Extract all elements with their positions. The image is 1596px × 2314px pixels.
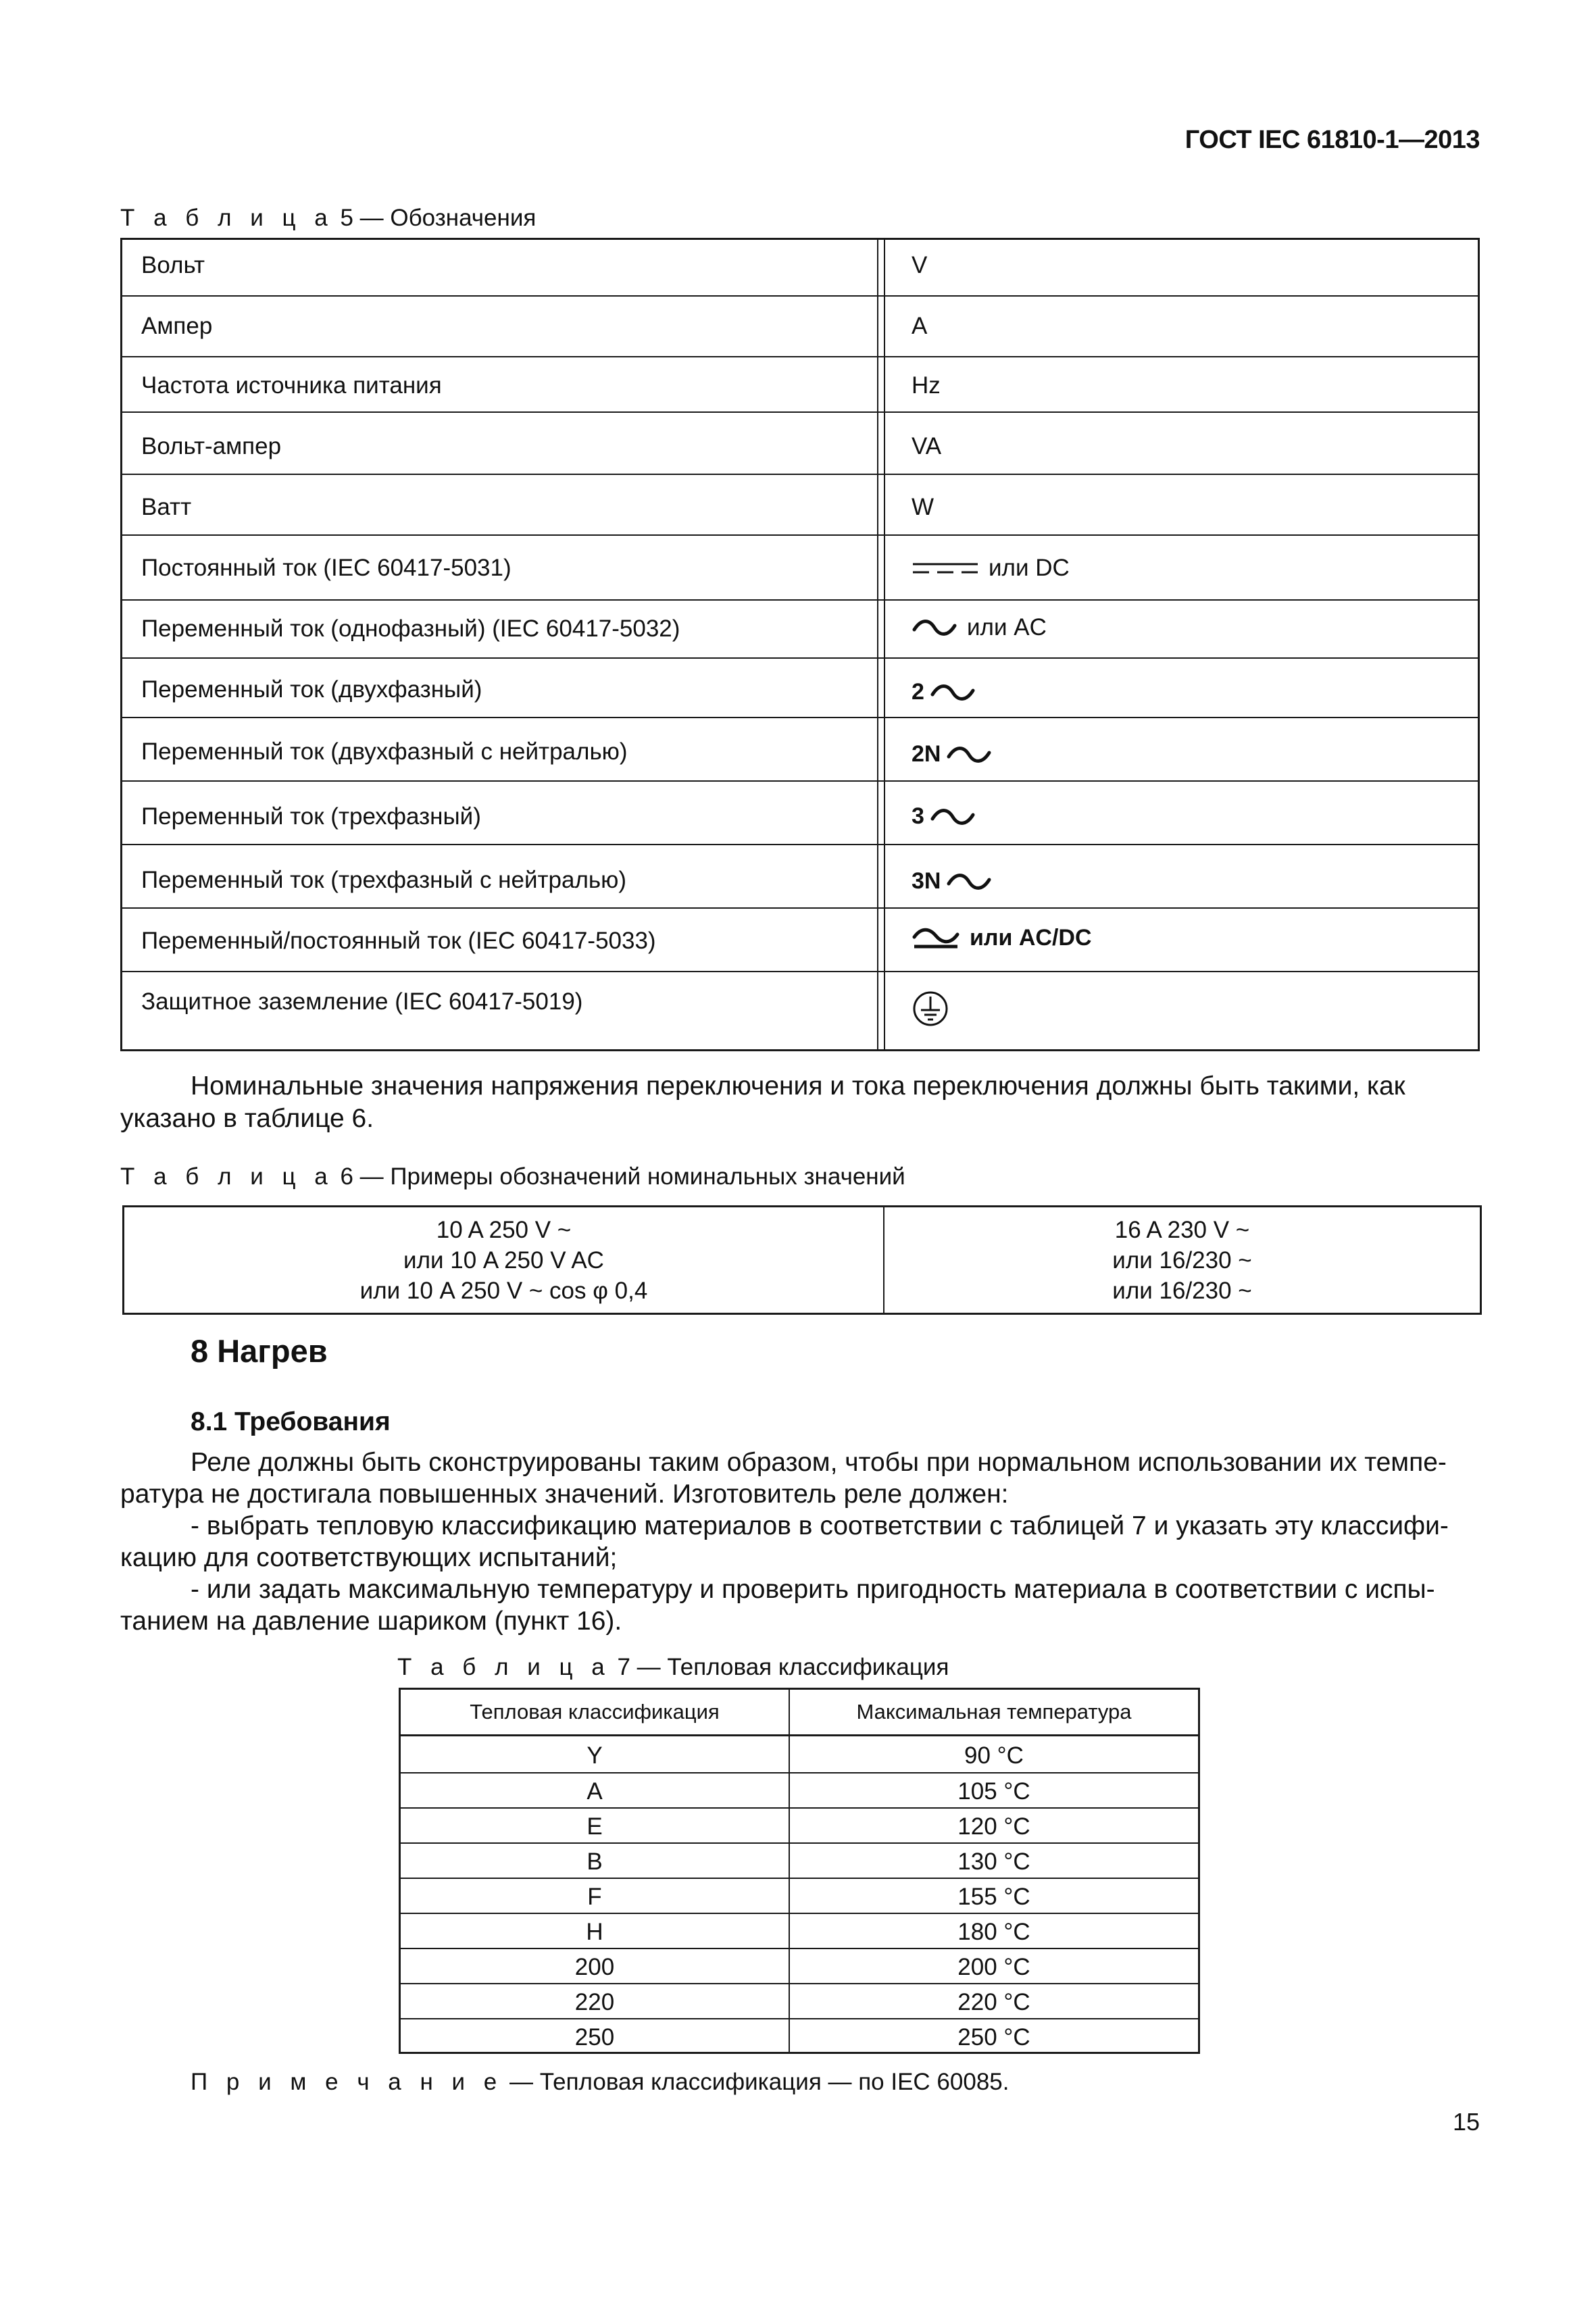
- table5-symbol: или AC: [967, 614, 1047, 640]
- table5-symbol-cell: [912, 555, 1070, 582]
- table7-temp-cell: 180 °C: [957, 1919, 1030, 1945]
- table5-symbol: 2: [912, 679, 924, 705]
- paragraph-line: Номинальные значения напряжения переключения и тока переключения должны быть такими, как: [191, 1072, 1405, 1101]
- table6-caption-label: Т а б л и ц а: [120, 1163, 334, 1190]
- table5-symbol-cell: [912, 741, 992, 768]
- paragraph-line: Реле должны быть сконструированы таким образом, чтобы при нормальном использовании их темпе-: [191, 1448, 1447, 1477]
- table5-caption: [120, 205, 536, 232]
- table5-symbol: 3: [912, 803, 924, 829]
- table6-right-cell: [884, 1207, 1480, 1313]
- table5-symbol: Hz: [912, 372, 941, 399]
- table7-row: [401, 1913, 1198, 1948]
- table5-symbol-cell: [912, 313, 927, 340]
- table7-temp-cell: 200 °C: [957, 1954, 1030, 1980]
- table7-row: [401, 1842, 1198, 1878]
- table7-class-cell: A: [587, 1778, 603, 1805]
- paragraph-line: - выбрать тепловую классификацию материалов в соответствии с таблицей 7 и указать эту классифи-: [191, 1511, 1449, 1540]
- table6-right-line: 16 A 230 V ~: [1114, 1216, 1250, 1243]
- table7-temp-cell: 105 °C: [957, 1778, 1030, 1805]
- paragraph-line: кацию для соответствующих испытаний;: [120, 1543, 618, 1572]
- table7-class-cell: F: [587, 1884, 602, 1910]
- table5-symbol-cell: [912, 372, 941, 399]
- protective-earth-icon: [912, 990, 949, 1028]
- ac-symbol-icon: [946, 870, 992, 893]
- paragraph-line: танием на давление шариком (пункт 16).: [120, 1607, 622, 1636]
- table5-quantity-name: Вольт: [141, 252, 205, 278]
- table5-symbol: 3N: [912, 868, 941, 894]
- table7-class-cell: B: [587, 1848, 603, 1875]
- table6-right-line: или 16/230 ~: [1112, 1247, 1252, 1274]
- table-note: [191, 2069, 1009, 2096]
- table7-class-cell: 200: [574, 1954, 615, 1980]
- document-id: ГОСТ IEC 61810-1—2013: [1184, 126, 1480, 154]
- table7-class-cell: 220: [574, 1989, 615, 2015]
- paragraph-line: ратура не достигала повышенных значений. Изготовитель реле должен:: [120, 1480, 1009, 1509]
- table5-quantity-name: Переменный ток (двухфазный): [141, 676, 482, 703]
- table7-caption: [397, 1654, 949, 1681]
- ac-symbol-icon: [930, 805, 976, 828]
- table7-row: [401, 1772, 1198, 1807]
- table7-header-temp: Максимальная температура: [856, 1700, 1132, 1724]
- table7-row: [401, 2018, 1198, 2053]
- table5-quantity-name: Переменный ток (двухфазный с нейтралью): [141, 738, 628, 765]
- table6-left-line: или 10 A 250 V ~ cos φ 0,4: [359, 1277, 648, 1304]
- table7-temp-cell: 155 °C: [957, 1884, 1030, 1910]
- ac-symbol-icon: [912, 616, 957, 639]
- paragraph-line: указано в таблице 6.: [120, 1104, 374, 1133]
- table6-left-line: 10 A 250 V ~: [436, 1216, 572, 1243]
- table5-symbol-cell: [912, 868, 992, 895]
- table5-quantity-name: Переменный/постоянный ток (IEC 60417-5033): [141, 928, 656, 954]
- table5-quantity-name: Ватт: [141, 494, 192, 520]
- dc-symbol-icon: [912, 558, 979, 578]
- table5-symbol-cell: [912, 494, 934, 521]
- table7-header-class: Тепловая классификация: [470, 1700, 720, 1724]
- table6-right-line: или 16/230 ~: [1112, 1277, 1252, 1304]
- subsection-heading: 8.1 Требования: [191, 1407, 391, 1436]
- table7-thermal-classification: [399, 1688, 1200, 2054]
- ac-symbol-icon: [930, 681, 976, 704]
- table6-left-line: или 10 A 250 V AC: [403, 1247, 604, 1274]
- note-label: П р и м е ч а н и е: [191, 2069, 503, 2095]
- table7-temp-cell: 90 °C: [964, 1742, 1024, 1769]
- table5-symbol-cell: [912, 433, 941, 460]
- table7-class-cell: 250: [574, 2024, 615, 2051]
- table5-quantity-name: Частота источника питания: [141, 372, 442, 399]
- paragraph-line: - или задать максимальную температуру и проверить пригодность материала в соответствии с испы-: [191, 1575, 1435, 1604]
- table5-quantity-name: Переменный ток (трехфазный): [141, 803, 481, 830]
- table7-row: [401, 1878, 1198, 1913]
- note-text: — Тепловая классификация — по IEC 60085.: [509, 2069, 1009, 2095]
- table7-row: [401, 1983, 1198, 2018]
- table5-symbol: A: [912, 313, 928, 339]
- table5-symbol: V: [912, 252, 928, 278]
- table5-symbol: 2N: [912, 741, 941, 767]
- table7-class-cell: H: [586, 1919, 603, 1945]
- table6-left-cell: [124, 1207, 883, 1313]
- table5-symbol: VA: [912, 433, 942, 459]
- table7-temp-cell: 220 °C: [957, 1989, 1030, 2015]
- table5-caption-text: 5 — Обозначения: [340, 205, 537, 231]
- table5-symbol-cell: [912, 252, 927, 279]
- table5-symbol-cell: [912, 679, 976, 705]
- table7-caption-label: Т а б л и ц а: [397, 1654, 611, 1680]
- table7-row: [401, 1734, 1198, 1772]
- table6-caption-text: 6 — Примеры обозначений номинальных значений: [340, 1163, 905, 1190]
- table5-symbol-cell: [912, 925, 1092, 951]
- section-heading: 8 Нагрев: [191, 1333, 328, 1369]
- table5-quantity-name: Вольт-ампер: [141, 433, 282, 459]
- table5-quantity-name: Защитное заземление (IEC 60417-5019): [141, 988, 583, 1015]
- table7-caption-text: 7 — Тепловая классификация: [617, 1654, 949, 1680]
- table5-quantity-name: Постоянный ток (IEC 60417-5031): [141, 555, 512, 581]
- table5-quantity-name: Переменный ток (трехфазный с нейтралью): [141, 867, 627, 893]
- table5-designations: [120, 238, 1480, 1051]
- table7-temp-cell: 120 °C: [957, 1813, 1030, 1840]
- table6-caption: [120, 1163, 905, 1190]
- ac-dc-symbol-icon: [912, 926, 960, 951]
- table6-rating-examples: [122, 1205, 1482, 1315]
- table5-symbol: или DC: [989, 555, 1070, 581]
- table7-class-cell: Y: [587, 1742, 603, 1769]
- table5-caption-label: Т а б л и ц а: [120, 205, 334, 231]
- table7-temp-cell: 250 °C: [957, 2024, 1030, 2051]
- table5-symbol: W: [912, 494, 934, 520]
- ac-symbol-icon: [946, 743, 992, 766]
- table5-quantity-name: Переменный ток (однофазный) (IEC 60417-5032): [141, 615, 680, 642]
- table7-row: [401, 1948, 1198, 1983]
- table5-symbol-cell: [912, 614, 1047, 641]
- table5-symbol: или AC/DC: [970, 925, 1092, 951]
- table5-symbol-cell: [912, 803, 976, 830]
- table5-quantity-name: Ампер: [141, 313, 213, 339]
- table7-class-cell: E: [587, 1813, 603, 1840]
- table7-row: [401, 1807, 1198, 1842]
- table7-temp-cell: 130 °C: [957, 1848, 1030, 1875]
- page-number: 15: [1452, 2108, 1480, 2136]
- table5-symbol-cell: [912, 990, 949, 1028]
